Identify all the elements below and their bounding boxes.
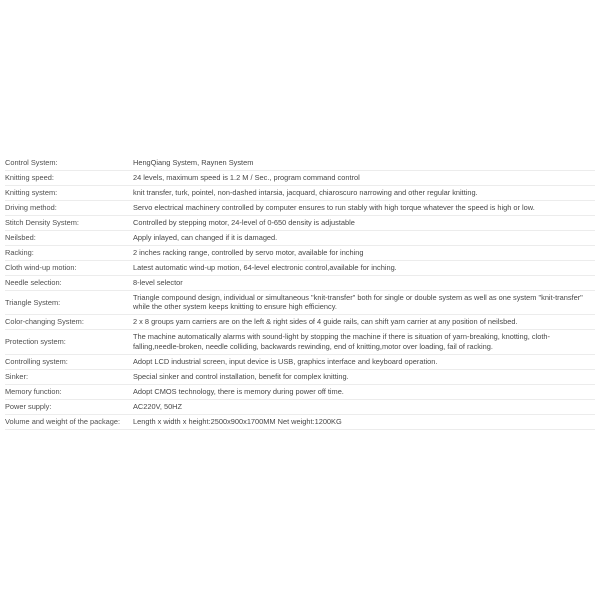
- spec-table: [5, 156, 595, 430]
- spec-row: [5, 261, 595, 276]
- spec-label: Neilsbed:: [5, 231, 133, 246]
- spec-row: [5, 156, 595, 171]
- spec-value: Special sinker and control installation, benefit for complex knitting.: [133, 369, 595, 384]
- spec-row: [5, 216, 595, 231]
- spec-value: knit transfer, turk, pointel, non-dashed intarsia, jacquard, chiaroscuro narrowing and other regular knitting.: [133, 186, 595, 201]
- spec-row: [5, 414, 595, 429]
- spec-row: [5, 399, 595, 414]
- spec-label: Control System:: [5, 156, 133, 171]
- spec-label: Volume and weight of the package:: [5, 414, 133, 429]
- spec-value: Latest automatic wind-up motion, 64-level electronic control,available for inching.: [133, 261, 595, 276]
- spec-row: [5, 276, 595, 291]
- spec-label: Cloth wind-up motion:: [5, 261, 133, 276]
- spec-label: Knitting speed:: [5, 171, 133, 186]
- spec-label: Racking:: [5, 246, 133, 261]
- spec-value: 2 x 8 groups yarn carriers are on the left & right sides of 4 guide rails, can shift yarn carrier at any position of neilsbed.: [133, 315, 595, 330]
- spec-value: Adopt LCD industrial screen, input device is USB, graphics interface and keyboard operation.: [133, 354, 595, 369]
- spec-label: Sinker:: [5, 369, 133, 384]
- spec-row: [5, 231, 595, 246]
- spec-label: Controlling system:: [5, 354, 133, 369]
- spec-value: Servo electrical machinery controlled by computer ensures to run stably with high torque whatever the speed is high or low.: [133, 201, 595, 216]
- spec-row: [5, 186, 595, 201]
- spec-row: [5, 246, 595, 261]
- spec-value: HengQiang System, Raynen System: [133, 156, 595, 171]
- spec-value: Adopt CMOS technology, there is memory during power off time.: [133, 384, 595, 399]
- spec-value: 2 inches racking range, controlled by servo motor, available for inching: [133, 246, 595, 261]
- spec-value: Apply inlayed, can changed if it is damaged.: [133, 231, 595, 246]
- spec-row: [5, 171, 595, 186]
- spec-row: [5, 291, 595, 315]
- spec-row: [5, 330, 595, 354]
- spec-row: [5, 354, 595, 369]
- spec-row: [5, 315, 595, 330]
- spec-row: [5, 369, 595, 384]
- spec-label: Memory function:: [5, 384, 133, 399]
- spec-table-body: [5, 156, 595, 429]
- spec-row: [5, 384, 595, 399]
- spec-value: 24 levels, maximum speed is 1.2 M / Sec., program command control: [133, 171, 595, 186]
- spec-value: 8-level selector: [133, 276, 595, 291]
- spec-label: Needle selection:: [5, 276, 133, 291]
- spec-label: Power supply:: [5, 399, 133, 414]
- spec-label: Stitch Density System:: [5, 216, 133, 231]
- spec-row: [5, 201, 595, 216]
- spec-label: Driving method:: [5, 201, 133, 216]
- spec-value: AC220V, 50HZ: [133, 399, 595, 414]
- spec-label: Protection system:: [5, 330, 133, 354]
- spec-value: Length x width x height:2500x900x1700MM Net weight:1200KG: [133, 414, 595, 429]
- spec-label: Knitting system:: [5, 186, 133, 201]
- spec-label: Color-changing System:: [5, 315, 133, 330]
- spec-label: Triangle System:: [5, 291, 133, 315]
- spec-value: The machine automatically alarms with sound-light by stopping the machine if there is situation of yarn-breaking, knotting, cloth-falling,needle-broken, needle colliding, backwards rewinding, end of knitting,motor over loading, fail of racking.: [133, 330, 595, 354]
- spec-value: Controlled by stepping motor, 24-level of 0-650 density is adjustable: [133, 216, 595, 231]
- spec-value: Triangle compound design, individual or simultaneous "knit-transfer" both for single or double system as well as one system "knit-transfer" while the other system keeps knitting to ensure high efficiency.: [133, 291, 595, 315]
